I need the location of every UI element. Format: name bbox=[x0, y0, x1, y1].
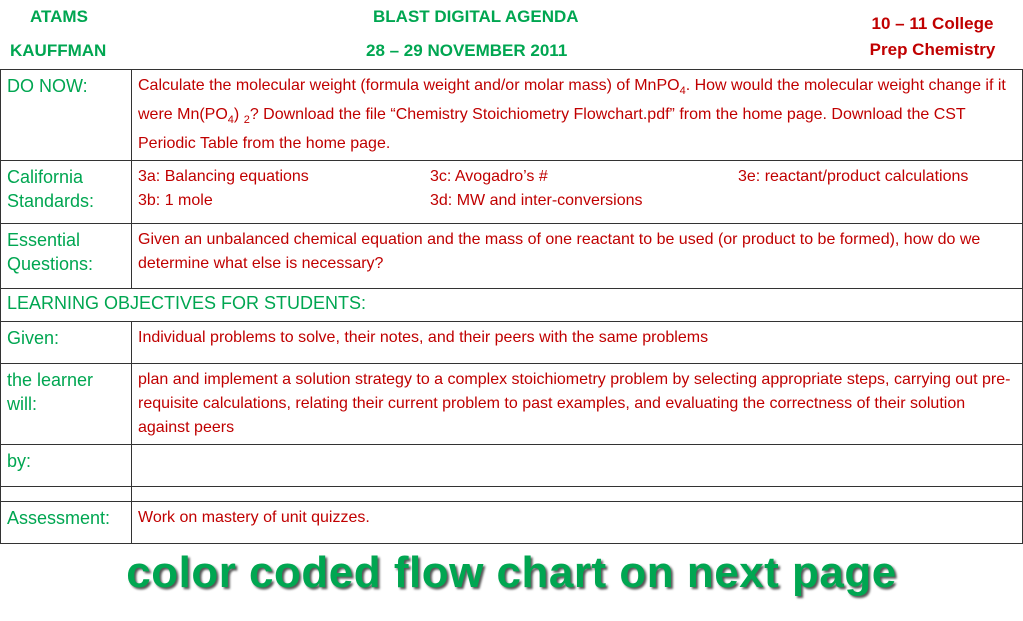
assessment-label: Assessment: bbox=[1, 502, 132, 544]
standard-item: 3d: MW and inter-conversions bbox=[430, 192, 643, 210]
do-now-text-a: Calculate the molecular weight (formula weight and/or molar mass) of MnPO bbox=[138, 77, 680, 94]
standard-item: 3c: Avogadro’s # bbox=[430, 168, 548, 186]
by-text bbox=[132, 445, 1023, 487]
do-now-sub-b: 4 bbox=[227, 114, 234, 127]
by-label: by: bbox=[1, 445, 132, 487]
agenda-date: 28 – 29 NOVEMBER 2011 bbox=[366, 41, 568, 60]
do-now-text bbox=[132, 70, 1023, 161]
agenda-table bbox=[0, 69, 1023, 544]
do-now-sub-a: 4 bbox=[679, 85, 686, 98]
do-now-sub-c: 2 bbox=[243, 114, 250, 127]
spacer-row bbox=[1, 487, 1023, 502]
assessment-text: Work on mastery of unit quizzes. bbox=[132, 502, 1023, 544]
standard-item: 3a: Balancing equations bbox=[138, 168, 309, 186]
standard-item: 3e: reactant/product calculations bbox=[738, 168, 969, 186]
by-row bbox=[1, 445, 1023, 487]
objectives-heading-row bbox=[1, 289, 1023, 322]
learner-row bbox=[1, 364, 1023, 445]
teacher-name-line1: ATAMS bbox=[30, 7, 88, 26]
spacer-cell bbox=[1, 487, 132, 502]
teacher-name-line2: KAUFFMAN bbox=[10, 41, 107, 60]
given-row bbox=[1, 322, 1023, 364]
agenda-title: BLAST DIGITAL AGENDA bbox=[373, 7, 579, 26]
learner-text: plan and implement a solution strategy to a complex stoichiometry problem by selecting appropriate steps, carrying out pre-requisite calculations, relating their current problem to past examples, and evaluating the correctness of their solution against peers bbox=[132, 364, 1023, 445]
course-title-line2: Prep Chemistry bbox=[869, 40, 996, 59]
standard-item bbox=[738, 189, 1018, 213]
spacer-cell bbox=[132, 487, 1023, 502]
standards-row bbox=[1, 161, 1023, 224]
standards-label: California Standards: bbox=[1, 161, 132, 224]
standard-item: 3b: 1 mole bbox=[138, 192, 213, 210]
do-now-row bbox=[1, 70, 1023, 161]
course-title bbox=[845, 11, 1020, 63]
do-now-text-b: . How would the molecular weight change if it were Mn(PO bbox=[138, 77, 1006, 124]
standards-text bbox=[132, 161, 1023, 224]
objectives-heading: LEARNING OBJECTIVES FOR STUDENTS: bbox=[1, 289, 1023, 322]
learner-label: the learner will: bbox=[1, 364, 132, 445]
footer-note: color coded flow chart on next page bbox=[126, 548, 897, 597]
given-label: Given: bbox=[1, 322, 132, 364]
do-now-label: DO NOW: bbox=[1, 70, 132, 161]
assessment-row bbox=[1, 502, 1023, 544]
course-title-line1: 10 – 11 College bbox=[871, 14, 994, 33]
essential-label: Essential Questions: bbox=[1, 224, 132, 289]
essential-row bbox=[1, 224, 1023, 289]
essential-text: Given an unbalanced chemical equation and the mass of one reactant to be used (or product to be formed), how do we determine what else is necessary? bbox=[132, 224, 1023, 289]
do-now-text-c: ) bbox=[233, 106, 244, 124]
do-now-text-d: ? Download the file “Chemistry Stoichiometry Flowchart.pdf” from the home page. Download the CST Periodic Table from the home page. bbox=[138, 106, 966, 153]
given-text: Individual problems to solve, their notes, and their peers with the same problems bbox=[132, 322, 1023, 364]
